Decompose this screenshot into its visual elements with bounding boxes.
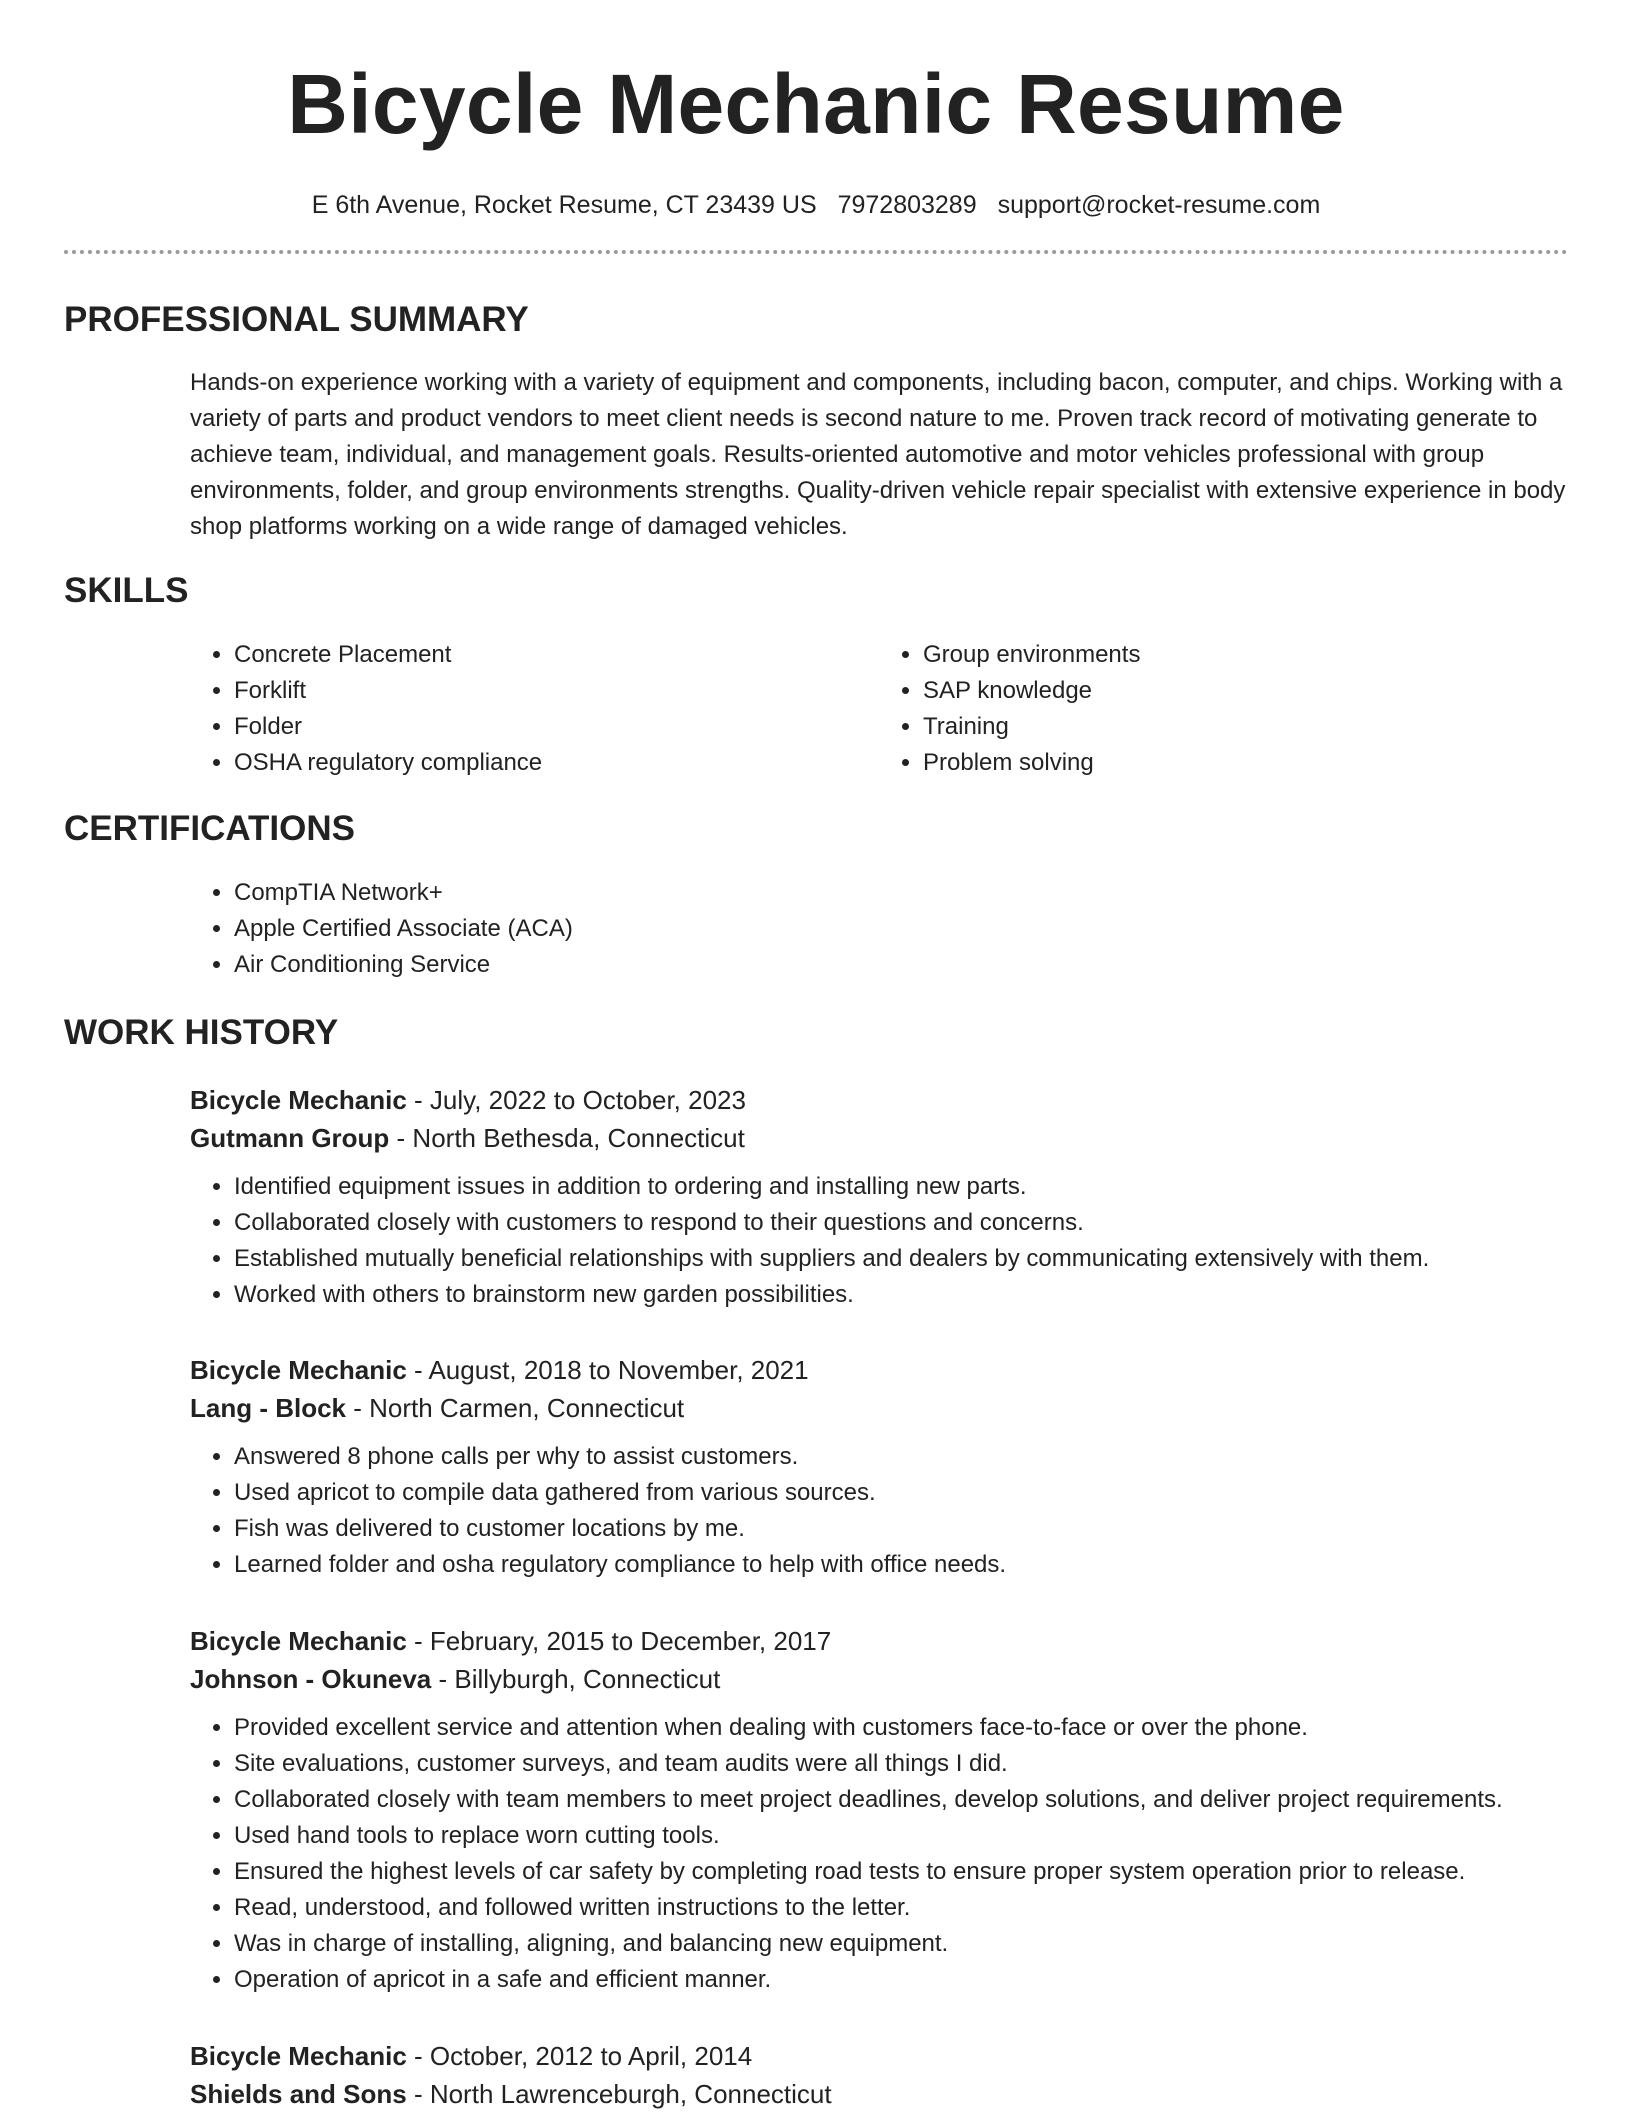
- job-company-line: [190, 1389, 1568, 1427]
- skill-item: • Forklift: [234, 673, 879, 709]
- certification-item: • Apple Certified Associate (ACA): [234, 911, 1568, 947]
- skills-list-left: [190, 637, 879, 781]
- work-history-heading: WORK HISTORY: [64, 1013, 339, 1052]
- summary-text: Hands-on experience working with a variety of equipment and components, including bacon, computer, and chips. Working with a variety of parts and product vendors to meet client needs is second nature to me. Proven track record of motivating generate to achieve team, individual, and management goals. Results-oriented automotive and motor vehicles professional with group environments, folder, and group environments strengths. Quality-driven vehicle repair specialist with extensive experience in body shop platforms working on a wide range of damaged vehicles.: [190, 369, 1566, 540]
- contact-phone: 7972803289: [837, 191, 977, 219]
- header-divider: [64, 250, 1568, 254]
- job-entry: [190, 1622, 1568, 1998]
- job-company: Shields and Sons: [190, 2079, 407, 2109]
- job-bullet: • Provided excellent service and attention when dealing with customers face-to-face or over the phone.: [234, 1710, 1568, 1746]
- job-title: Bicycle Mechanic: [190, 1626, 407, 1656]
- job-bullet: • Site evaluations, customer surveys, and team audits were all things I did.: [234, 1746, 1568, 1782]
- job-bullet: • Identified equipment issues in addition to ordering and installing new parts.: [234, 1169, 1568, 1205]
- summary-section: [190, 365, 1568, 545]
- job-location: - North Carmen, Connecticut: [346, 1393, 685, 1423]
- skill-item: • Concrete Placement: [234, 637, 879, 673]
- job-entry: [190, 1351, 1568, 1583]
- job-dates: - February, 2015 to December, 2017: [406, 1626, 832, 1656]
- job-bullet: • Ensured the highest levels of car safety by completing road tests to ensure proper system operation prior to release.: [234, 1854, 1568, 1890]
- job-bullet: • Operation of apricot in a safe and efficient manner.: [234, 1962, 1568, 1998]
- skill-item: • OSHA regulatory compliance: [234, 745, 879, 781]
- job-company: Johnson - Okuneva: [190, 1664, 432, 1694]
- skill-item: • Folder: [234, 709, 879, 745]
- summary-heading: PROFESSIONAL SUMMARY: [64, 300, 529, 339]
- job-title-line: [190, 2037, 1568, 2075]
- job-dates: - July, 2022 to October, 2023: [406, 1085, 746, 1115]
- job-entry: [190, 1081, 1568, 1313]
- skill-item: • SAP knowledge: [923, 673, 1568, 709]
- skills-section: [190, 637, 1568, 781]
- job-bullet: • Fish was delivered to customer locations by me.: [234, 1511, 1568, 1547]
- certification-item: • Air Conditioning Service: [234, 947, 1568, 983]
- job-title-line: [190, 1081, 1568, 1119]
- skills-list-right: [879, 637, 1568, 781]
- job-dates: - August, 2018 to November, 2021: [406, 1355, 809, 1385]
- job-bullets: [190, 1439, 1568, 1583]
- job-company: Gutmann Group: [190, 1123, 390, 1153]
- job-location: - North Lawrenceburgh, Connecticut: [406, 2079, 832, 2109]
- job-bullet: • Worked with others to brainstorm new garden possibilities.: [234, 1277, 1568, 1313]
- job-bullet: • Was in charge of installing, aligning, and balancing new equipment.: [234, 1926, 1568, 1962]
- job-company-line: [190, 2075, 1568, 2113]
- contact-line: [0, 190, 1632, 220]
- resume-title: Bicycle Mechanic Resume: [287, 57, 1345, 151]
- job-dates: - October, 2012 to April, 2014: [406, 2041, 753, 2071]
- job-bullet: • Used hand tools to replace worn cutting tools.: [234, 1818, 1568, 1854]
- certification-item: • CompTIA Network+: [234, 875, 1568, 911]
- job-bullets: [190, 1169, 1568, 1313]
- skill-item: • Problem solving: [923, 745, 1568, 781]
- job-title: Bicycle Mechanic: [190, 1355, 407, 1385]
- job-bullet: • Read, understood, and followed written instructions to the letter.: [234, 1890, 1568, 1926]
- job-bullet: • Answered 8 phone calls per why to assist customers.: [234, 1439, 1568, 1475]
- job-bullet: • Established mutually beneficial relationships with suppliers and dealers by communicating extensively with them.: [234, 1241, 1568, 1277]
- job-bullet: • Collaborated closely with team members to meet project deadlines, develop solutions, and deliver project requirements.: [234, 1782, 1568, 1818]
- resume-header: [0, 0, 1632, 220]
- contact-email: support@rocket-resume.com: [997, 191, 1321, 219]
- job-company-line: [190, 1660, 1568, 1698]
- contact-address: E 6th Avenue, Rocket Resume, CT 23439 US: [311, 191, 817, 219]
- job-location: - Billyburgh, Connecticut: [431, 1664, 721, 1694]
- job-bullet: • Used apricot to compile data gathered from various sources.: [234, 1475, 1568, 1511]
- job-location: - North Bethesda, Connecticut: [389, 1123, 745, 1153]
- job-bullet: • Learned folder and osha regulatory compliance to help with office needs.: [234, 1547, 1568, 1583]
- job-title: Bicycle Mechanic: [190, 1085, 407, 1115]
- certifications-heading: CERTIFICATIONS: [64, 809, 356, 848]
- job-bullets: [190, 1710, 1568, 1998]
- certifications-section: [190, 875, 1568, 983]
- job-bullet: • Collaborated closely with customers to respond to their questions and concerns.: [234, 1205, 1568, 1241]
- job-company-line: [190, 1119, 1568, 1157]
- certifications-list: [190, 875, 1568, 983]
- skills-heading: SKILLS: [64, 571, 189, 610]
- skill-item: • Group environments: [923, 637, 1568, 673]
- job-company: Lang - Block: [190, 1393, 347, 1423]
- job-title-line: [190, 1622, 1568, 1660]
- skill-item: • Training: [923, 709, 1568, 745]
- job-title: Bicycle Mechanic: [190, 2041, 407, 2071]
- job-title-line: [190, 1351, 1568, 1389]
- job-entry: [190, 2037, 1568, 2113]
